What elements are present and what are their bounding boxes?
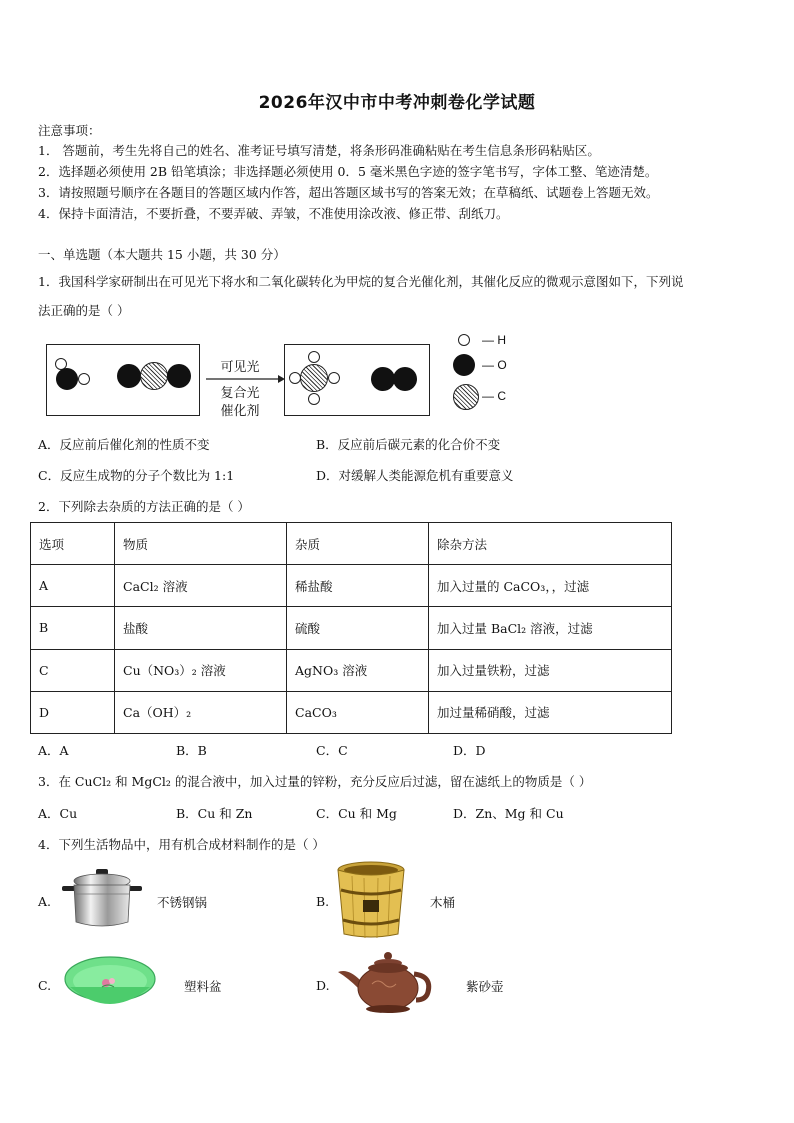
table-row bbox=[31, 565, 672, 607]
hydrogen-atom bbox=[308, 351, 320, 363]
table-row bbox=[31, 649, 672, 691]
q1-option-d[interactable]: D．对缓解人类能源危机有重要意义 bbox=[316, 468, 514, 483]
hydrogen-atom bbox=[308, 393, 320, 405]
q1-stem-cont: 法正确的是（ ） bbox=[38, 303, 130, 318]
table-cell: 盐酸 bbox=[115, 607, 287, 649]
table-row bbox=[31, 691, 672, 733]
q4-option-c-label: 塑料盆 bbox=[184, 979, 222, 994]
hydrogen-atom bbox=[78, 373, 90, 385]
oxygen-legend-icon bbox=[453, 354, 475, 376]
legend-h-label: — H bbox=[482, 333, 506, 347]
q3-option-a[interactable]: A．Cu bbox=[38, 806, 78, 821]
plastic-basin-icon bbox=[62, 953, 158, 1015]
wooden-bucket-icon bbox=[334, 860, 408, 940]
table-cell: B bbox=[31, 607, 115, 649]
carbon-legend-icon bbox=[453, 384, 479, 410]
arrow-condition-bottom: 复合光 bbox=[220, 386, 260, 401]
note-item: 3．请按照题号顺序在各题目的答题区域内作答，超出答题区域书写的答案无效；在草稿纸、试题卷上答题无效。 bbox=[38, 185, 659, 200]
oxygen-atom bbox=[167, 364, 191, 388]
carbon-atom bbox=[300, 364, 328, 392]
steel-pot-icon bbox=[60, 868, 144, 930]
table-cell: 稀盐酸 bbox=[287, 565, 429, 607]
q2-stem: 2．下列除去杂质的方法正确的是（ ） bbox=[38, 499, 250, 514]
table-cell: 加过量稀硝酸，过滤 bbox=[429, 691, 672, 733]
table-cell: Ca（OH）₂ bbox=[115, 691, 287, 733]
table-cell: 加入过量铁粉，过滤 bbox=[429, 649, 672, 691]
page-title: 2026年汉中市中考冲刺卷化学试题 bbox=[258, 93, 536, 113]
reactants-box bbox=[46, 344, 200, 416]
legend-c-label: — C bbox=[482, 389, 506, 403]
q4-option-d-letter[interactable]: D. bbox=[316, 978, 330, 993]
table-cell: C bbox=[31, 649, 115, 691]
q4-option-d-label: 紫砂壶 bbox=[466, 979, 504, 994]
notes-heading: 注意事项： bbox=[38, 123, 101, 138]
note-item: 2．选择题必须使用 2B 铅笔填涂；非选择题必须使用 0．5 毫米黑色字迹的签字笔书写，字体工整、笔迹清楚。 bbox=[38, 164, 658, 179]
table-cell: AgNO₃ 溶液 bbox=[287, 649, 429, 691]
table-header-cell: 除杂方法 bbox=[429, 523, 672, 565]
q3-option-c[interactable]: C．Cu 和 Mg bbox=[316, 806, 397, 821]
hydrogen-atom bbox=[328, 372, 340, 384]
arrow-condition-top: 可见光 bbox=[220, 360, 260, 375]
table-cell: CaCO₃ bbox=[287, 691, 429, 733]
q2-option-c[interactable]: C．C bbox=[316, 743, 348, 758]
oxygen-atom bbox=[393, 367, 417, 391]
table-row bbox=[31, 607, 672, 649]
hydrogen-legend-icon bbox=[458, 334, 470, 346]
q4-option-b-label: 木桶 bbox=[430, 895, 456, 910]
legend-o-label: — O bbox=[482, 358, 507, 372]
oxygen-atom bbox=[371, 367, 395, 391]
table-cell: 加入过量 BaCl₂ 溶液，过滤 bbox=[429, 607, 672, 649]
q1-option-b[interactable]: B．反应前后碳元素的化合价不变 bbox=[316, 437, 501, 452]
table-header-cell: 物质 bbox=[115, 523, 287, 565]
table-cell: 加入过量的 CaCO₃，，过滤 bbox=[429, 565, 672, 607]
q2-option-b[interactable]: B．B bbox=[176, 743, 207, 758]
note-item: 1． 答题前，考生先将自己的姓名、准考证号填写清楚，将条形码准确粘贴在考生信息条形码粘贴区。 bbox=[38, 143, 600, 158]
table-header-row bbox=[31, 523, 672, 565]
oxygen-atom bbox=[117, 364, 141, 388]
carbon-atom bbox=[140, 362, 168, 390]
section-heading: 一、单选题（本大题共 15 小题，共 30 分） bbox=[38, 247, 286, 262]
q3-option-b[interactable]: B．Cu 和 Zn bbox=[176, 806, 253, 821]
table-header-cell: 杂质 bbox=[287, 523, 429, 565]
q1-option-c[interactable]: C．反应生成物的分子个数比为 1:1 bbox=[38, 468, 235, 483]
table-header-cell: 选项 bbox=[31, 523, 115, 565]
q3-stem: 3．在 CuCl₂ 和 MgCl₂ 的混合液中，加入过量的锌粉，充分反应后过滤，留在滤纸上的物质是（ ） bbox=[38, 774, 592, 789]
table-cell: Cu（NO₃）₂ 溶液 bbox=[115, 649, 287, 691]
atom-legend bbox=[452, 332, 532, 412]
q4-option-a-letter[interactable]: A. bbox=[38, 894, 52, 909]
q2-option-d[interactable]: D．D bbox=[453, 743, 486, 758]
q4-option-b-letter[interactable]: B. bbox=[316, 894, 330, 909]
clay-teapot-icon bbox=[336, 950, 436, 1016]
oxygen-atom bbox=[56, 368, 78, 390]
table-cell: 硫酸 bbox=[287, 607, 429, 649]
note-item: 4．保持卡面清洁，不要折叠，不要弄破、弄皱，不准使用涂改液、修正带、刮纸刀。 bbox=[38, 206, 509, 221]
q1-stem: 1．我国科学家研制出在可见光下将水和二氧化碳转化为甲烷的复合光催化剂，其催化反应的微观示意图如下，下列说 bbox=[38, 274, 684, 289]
q2-option-a[interactable]: A．A bbox=[38, 743, 69, 758]
q4-option-c-letter[interactable]: C. bbox=[38, 978, 52, 993]
table-cell: A bbox=[31, 565, 115, 607]
products-box bbox=[284, 344, 430, 416]
q3-option-d[interactable]: D．Zn、Mg 和 Cu bbox=[453, 806, 564, 821]
impurity-table bbox=[30, 522, 672, 734]
table-cell: D bbox=[31, 691, 115, 733]
arrow-condition-bottom: 催化剂 bbox=[220, 404, 260, 419]
q4-stem: 4．下列生活物品中，用有机合成材料制作的是（ ） bbox=[38, 837, 325, 852]
q1-option-a[interactable]: A．反应前后催化剂的性质不变 bbox=[38, 437, 210, 452]
q4-option-a-label: 不锈钢锅 bbox=[157, 895, 208, 910]
table-cell: CaCl₂ 溶液 bbox=[115, 565, 287, 607]
